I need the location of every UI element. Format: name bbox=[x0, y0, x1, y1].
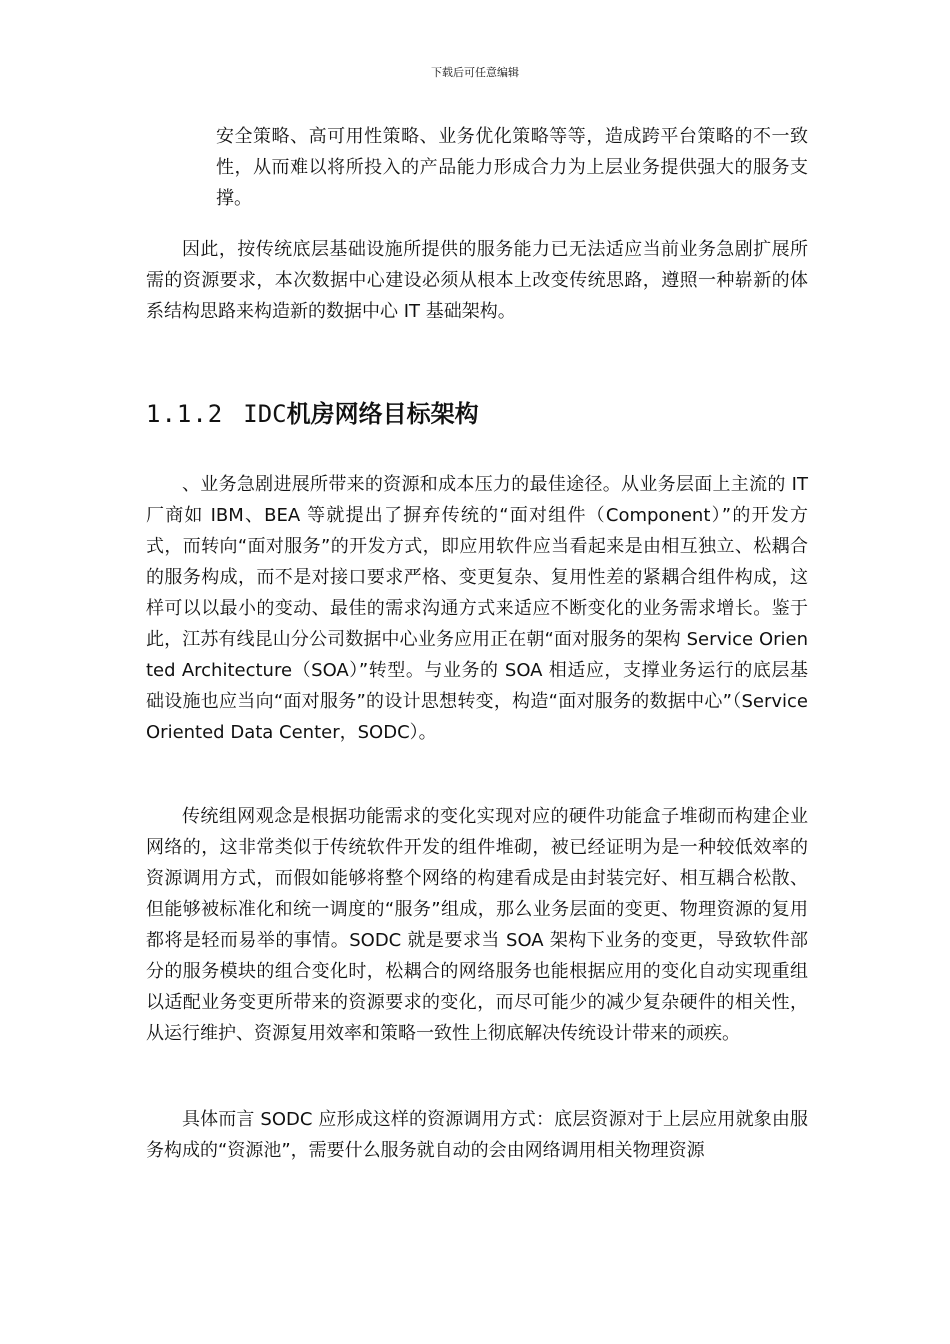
sodc-paragraph: 具体而言 SODC 应形成这样的资源调用方式：底层资源对于上层应用就象由服务构成的“资源池”，需要什么服务就自动的会由网络调用相关物理资源 bbox=[146, 1109, 808, 1161]
list-continuation-paragraph: 安全策略、高可用性策略、业务优化策略等等，造成跨平台策略的不一致性，从而难以将所投入的产品能力形成合力为上层业务提供强大的服务支撑。 bbox=[216, 126, 808, 209]
soa-paragraph: 、业务急剧进展所带来的资源和成本压力的最佳途径。从业务层面上主流的 IT 厂商如 IBM、BEA 等就提出了摒弃传统的“面对组件（Component）”的开发方式，而转向“面对服务”的开发方式，即应用软件应当看起来是由相互独立、松耦合的服务构成，而不是对接口要求严格、变更复杂、复用性差的紧耦合组件构成，这样可以以最小的变动、最佳的需求沟通方式来适应不断变化的业务需求增长。鉴于此，江苏有线昆山分公司数据中心业务应用正在朝“面对服务的架构 Service Oriented Architecture（SOA）”转型。与业务的 SOA 相适应，支撑业务运行的底层基础设施也应当向“面对服务”的设计思想转变，构造“面对服务的数据中心”（Service Oriented Data Center，SODC）。 bbox=[146, 474, 808, 743]
page-header-note: 下载后可任意编辑 bbox=[431, 66, 519, 79]
network-paragraph: 传统组网观念是根据功能需求的变化实现对应的硬件功能盒子堆砌而构建企业网络的，这非常类似于传统软件开发的组件堆砌，被已经证明为是一种较低效率的资源调用方式，而假如能够将整个网络的构建看成是由封装完好、相互耦合松散、但能够被标准化和统一调度的“服务”组成，那么业务层面的变更、物理资源的复用都将是轻而易举的事情。SODC 就是要求当 SOA 架构下业务的变更，导致软件部分的服务模块的组合变化时，松耦合的网络服务也能根据应用的变化自动实现重组以适配业务变更所带来的资源要求的变化，而尽可能少的减少复杂硬件的相关性，从运行维护、资源复用效率和策略一致性上彻底解决传统设计带来的顽疾。 bbox=[146, 806, 808, 1044]
section-number: 1.1.2 bbox=[146, 400, 224, 428]
summary-paragraph: 因此，按传统底层基础设施所提供的服务能力已无法适应当前业务急剧扩展所需的资源要求，本次数据中心建设必须从根本上改变传统思路，遵照一种崭新的体系结构思路来构造新的数据中心 IT 基础架构。 bbox=[146, 239, 808, 322]
section-acronym: IDC bbox=[243, 400, 287, 428]
section-title: 机房网络目标架构 bbox=[286, 400, 479, 428]
section-heading bbox=[146, 398, 479, 430]
